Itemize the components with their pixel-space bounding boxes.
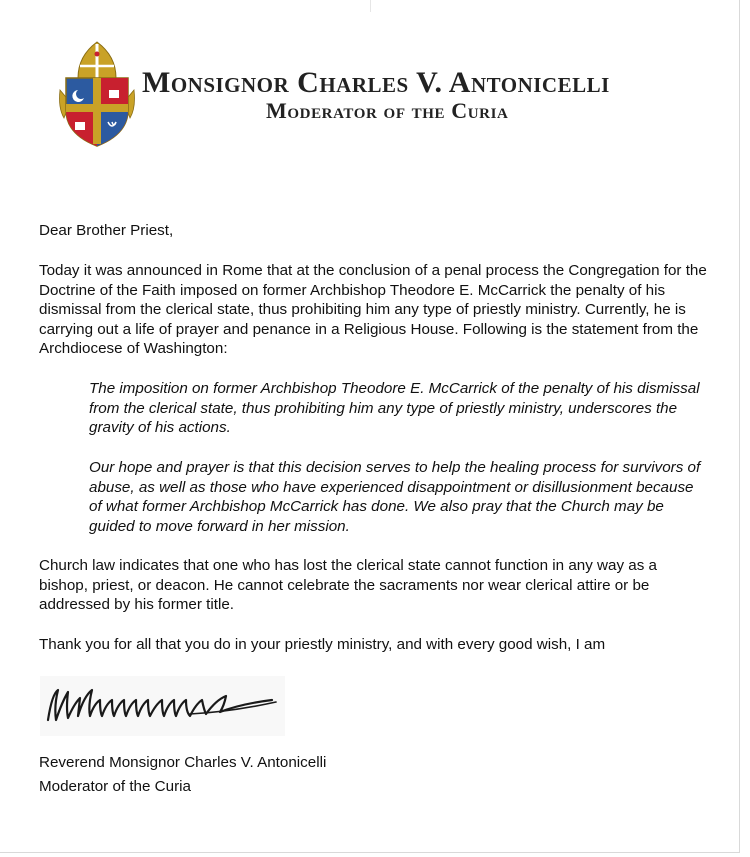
paragraph-church-law: Church law indicates that one who has lost the clerical state cannot function in any way as a bishop, priest, or deacon. He cannot celebrate the sacraments nor wear clerical attire or be addressed by his former title. bbox=[39, 557, 657, 614]
letterhead bbox=[56, 38, 716, 150]
letterhead-title: Moderator of the Curia bbox=[266, 98, 509, 123]
signer-name: Reverend Monsignor Charles V. Antonicelli bbox=[39, 754, 327, 771]
signer-title: Moderator of the Curia bbox=[39, 778, 191, 795]
quote-statement-1: The imposition on former Archbishop Theodore E. McCarrick of the penalty of his dismissal from the clerical state, thus prohibiting him any type of priestly ministry, underscores the gravity of his actions. bbox=[89, 380, 700, 437]
handwritten-signature bbox=[40, 676, 285, 736]
salutation: Dear Brother Priest, bbox=[39, 222, 174, 239]
paragraph-closing-wish: Thank you for all that you do in your priestly ministry, and with every good wish, I am bbox=[39, 636, 606, 653]
paragraph-announcement: Today it was announced in Rome that at the conclusion of a penal process the Congregation for the Doctrine of the Faith imposed on former Archbishop Theodore E. McCarrick the penalty of his dismissal from the clerical state, thus prohibiting him any type of priestly ministry. Currently, he is carrying out a life of prayer and penance in a Religious House. Following is the statement from the Archdiocese of Washington: bbox=[39, 262, 707, 358]
top-divider bbox=[370, 0, 371, 12]
quote-statement-2: Our hope and prayer is that this decision serves to help the healing process for survivors of abuse, as well as those who have experienced disappointment or disillusionment because of what former Archbishop McCarrick has done. We also pray that the Church may be guided to move forward in her mission. bbox=[89, 459, 701, 535]
coat-of-arms-icon bbox=[56, 38, 138, 148]
letterhead-name: Monsignor Charles V. Antonicelli bbox=[142, 66, 610, 99]
